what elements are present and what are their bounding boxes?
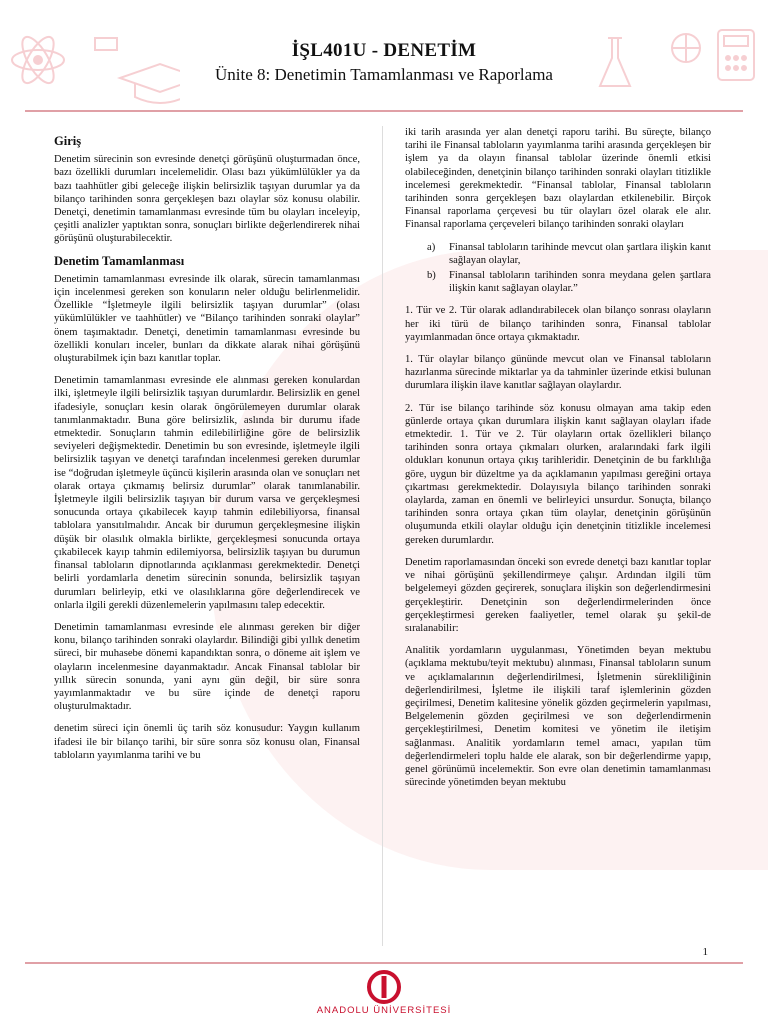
university-logo (314, 970, 454, 1020)
unit-title: Ünite 8: Denetimin Tamamlanması ve Raporlama (215, 65, 553, 84)
left-column (54, 135, 360, 771)
document-header (0, 40, 768, 85)
list-item (405, 269, 711, 295)
paragraph: Denetimin tamamlanması evresinde ele alınması gereken konulardan ilki, işletmeyle ilgili belirsizlik taşıyan durumlardır. Belirsizlik en genel ifadesiyle, sonuçları kesin olarak öngörülemeyen durumlar olarak tanımlanmaktadır. Buna göre belirsizlik, aslında bir durumu ifade etmektedir. Sonuçların tahmin edilebilirliğine göre de belirsizlik seviyeleri değişmektedir. Denetimin bu son evresinde, işletmeyle ilgili belirsizlik taşıyan ve denetçi tarafından incelenmesi gereken durumlar ise “doğrudan işletmeyle üçüncü kişilerin arasında olan ve sonuçları net olarak ortaya çıkmamış belirsiz durumlar” olarak tanımlanabilir. İşletmeyle ilgili belirsizlik taşıyan bir durum varsa ve gerçekleşmesi sonucunda ortaya çıkabilecek kayıp tahmin edilebiliyorsa, finansal tablolara yansıtılmalıdır. Ancak bir durumun gerçekleşmesine ilişkin düşük bir olasılık olmakla birlikte, gerçekleşmesi sonucunda ortaya çıkabilecek kayıp tahmin edilemiyorsa, belirsizlik taşıyan bu durumun finansal tabloların dipnotlarında açıklanması gerekmektedir. Denetçi belirli yordamlarla denetim sürecinin sonunda, belirsizlik taşıyan durumları belirleyip, etki ve olasılıklarına göre değerlendirecek ve onlarla ilgili gerekli düzenlemelerin yapılmasını talep edecektir. (54, 375, 360, 611)
paragraph: Denetim sürecinin son evresinde denetçi görüşünü oluşturmadan önce, bazı özellikli durumları incelemelidir. Olası bazı yükümlülükler ya da bazı taahhütler gibi geleceğe ilişkin belirsizlik taşıyan durumlar ya da bilanço tarihinden sonra gerçekleşen bazı olaylar söz konusu olabilir. Denetçi, denetimin tamamlanması evresinde tüm bu olayları inceleyip, çeşitli analizler yaptıktan sonra, sonuçları birlikte değerlendirerek nihai görüşünü oluşturabilecektir. (54, 154, 360, 245)
section-heading-intro: Giriş (54, 134, 82, 148)
list-item-text: Finansal tabloların tarihinden sonra meydana gelen şartlara ilişkin kanıt sağlayan olaylar.” (449, 270, 711, 295)
paragraph: denetim süreci için önemli üç tarih söz konusudur: Yaygın kullanım ifadesi ile bir bilanço tarihi, bir süre sonra söz konusu olan, Finansal tabloların yayımlanma tarihi ve bu (54, 723, 360, 761)
university-name: ANADOLU ÜNİVERSİTESİ (316, 1005, 452, 1016)
footer-divider (25, 962, 743, 964)
column-divider (382, 126, 383, 946)
list-item-text: Finansal tabloların tarihinde mevcut olan şartlara ilişkin kanıt sağlayan olaylar, (449, 241, 711, 266)
list-item (405, 241, 711, 267)
paragraph: 2. Tür ise bilanço tarihinde söz konusu olmayan ama takip eden günlerde ortaya çıkan durumlara ilişkin kanıt sağlayan olayları ifade etmektedir. 1. Tür ve 2. Tür olayların ortak özellikleri bilanço tarihinden sonra ortaya çıkmaları olurken, aralarındaki fark ilgili oldukları konunun ortaya çıkış tarihleridir. Denetçinin de bu farklılığa göre, uygun bir düzeltme ya da açıklamanın yapılması gereğini ortaya çıkartması gerekmektedir. Dolayısıyla bilanço tarihinden sonraki olaylarda, zaman en önemli ve belirleyici unsurdur. Sonuçta, bilanço tarihinden sonra ortaya çıkan tüm olaylar, denetçinin görüşünün oluşumunda etkili olaylar olduğu için denetçinin titizlikle incelemesi gereken durumlardır. (405, 402, 711, 546)
course-title: İŞL401U - DENETİM (291, 40, 477, 61)
list-marker: b) (427, 270, 436, 282)
event-type-list (405, 241, 711, 296)
paragraph: Denetimin tamamlanması evresinde ilk olarak, sürecin tamamlanması için incelenmesi gereken son konuların neler olduğu belirlenmelidir. Özellikle “İşletmeyle ilgili belirsizlik taşıyan durumlar” (olası yükümlülükler ve taahhütler) ve “Bilanço tarihinden sonraki olaylar” önem taşımaktadır. Denetçi, denetimin tamamlanması evresinde bu özellikli konuları inceler, bunları da dikkate alarak nihai görüşünü oluşturabilmek için bazı kanıtlar toplar. (54, 273, 360, 365)
right-column (405, 126, 711, 798)
paragraph: 1. Tür olaylar bilanço gününde mevcut olan ve Finansal tabloların hazırlanma sürecinde miktarlar ya da tahminler üzerinde etkisi bulunan durumlara ilişkin ilave kanıtlar sağlayan olaylardır. (405, 354, 711, 392)
paragraph: Denetimin tamamlanması evresinde ele alınması gereken bir diğer konu, bilanço tarihinden sonraki olaylardır. Bilindiği gibi yıllık denetim süreci, bir muhasebe dönemi kapandıktan sonra, o döneme ait işlem ve olayların incelenmesine dayanmaktadır. Ancak Finansal tablolar bir yıllık sürecin sonunda, yani aynı gün değil, bir süre sonra yayımlanmaktadır ve bu süre içinde de denetçi raporu oluşturulmaktadır. (54, 621, 360, 713)
page-number: 1 (702, 946, 708, 958)
section-heading-completion: Denetim Tamamlanması (54, 253, 185, 268)
header-divider (25, 110, 743, 112)
paragraph: iki tarih arasında yer alan denetçi raporu tarihi. Bu süreçte, bilanço tarihi ile Finansal tabloların yayımlanma tarihi arasında gerçekleşen bir işlem ya da olayın finansal tablolar üzerinde önemli etkisi olabileceğinden, denetçinin bilanço tarihinden sonraki olayları titizlikle incelemesi gerekmektedir. “Finansal tablolar, Finansal tabloların tarihinden sonra gerçekleşen bazı olaylardan etkilenebilir. Birçok Finansal raporlama çerçevesi bu tür olayları özel olarak ele alır. Finansal raporlama çerçeveleri bilanço tarihinden sonraki olayları (405, 127, 711, 231)
paragraph: 1. Tür ve 2. Tür olarak adlandırabilecek olan bilanço sonrası olayların her iki türü de bilanço tarihinden sonra, Finansal tablolar yayımlanmadan önce ortaya çıkmaktadır. (405, 305, 711, 343)
list-marker: a) (427, 241, 436, 253)
paragraph: Denetim raporlamasından önceki son evrede denetçi bazı kanıtlar toplar ve nihai görüşünü şekillendirmeye çalışır. Ardından ilgili tüm belgelemeyi gözden geçirerek, sonuçlara ilişkin son değerlendirmesini gerçekleştirir. Denetçinin son değerlendirmelerinden önce gerçekleştirmesi gereken faaliyetler, temel olarak şu şekil-de sıralanabilir: (405, 556, 711, 634)
anadolu-logo-icon (367, 970, 401, 1004)
paragraph: Analitik yordamların uygulanması, Yönetimden beyan mektubu (açıklama mektubu/teyit mektubu) alınması, Finansal tabloların sunum ve açıklamalarının değerlendirilmesi, İşletmenin sürekliliğinin değerlendirilmesi, İşletme ile ilişkili taraf işlemlerinin gözden geçirilmesi, Denetim kalitesine yönelik gözden geçirmelerin yapılması, Belgelemenin gözden geçirilmesi ve son değerlendirmenin gerçekleştirilmesi, Denetim komitesi ve yönetim ile iletişim sağlanması. Analitik yordamların temel amacı, yapılan tüm değerlendirmeleri toplu halde ele alarak, son bir değerlendirme yapıp, genel görünümü incelemektir. Son evre olan denetimin tamamlanması sürecinde yönetimden beyan mektubu (405, 645, 711, 789)
